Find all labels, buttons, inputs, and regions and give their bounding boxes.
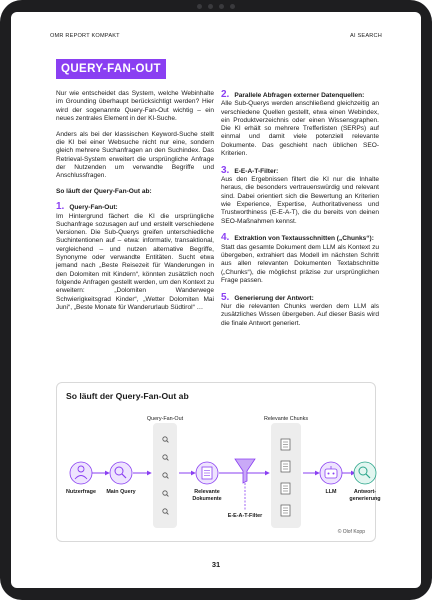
step-2-number: 2. [221, 89, 230, 100]
label-llm: LLM [325, 489, 337, 495]
fan-out-diagram [56, 382, 381, 542]
label-relevant-documents: Relevante Dokumente [192, 489, 222, 502]
step-5-body: Nur die relevanten Chunks werden dem LLM als zusätzliches Wissen übergeben. Auf dieser Basis wird die finale Antwort generiert. [221, 303, 379, 327]
label-eeat-filter: E-E-A-T-Filter [227, 513, 263, 519]
step-1-body: Im Hintergrund fächert die KI die ursprüngliche Suchanfrage sozusagen auf und erstellt verschiedene Versionen. Die Sub-Querys greifen unterschiedliche Suchintentionen auf – etwa: informativ, transaktional, vergleichend – und nutzen alternative Begriffe, Synonyme oder verwandte Entitäten. Sucht etwa jemand nach „Beste Reisezeit für Wanderungen in den Dolomiten mit Kindern“, könnten zusätzlich noch folgende Anfragen gestellt werden, um den Kontext zu erweitern: „Dolomiten Wanderwege Schwierigkeitsgrad Kinder“, „Wetter Dolomiten Mai Juni“, „Beste Monate für Wanderurlaub Südtirol“ … [56, 212, 214, 311]
step-1-title: Query-Fan-Out: [69, 204, 118, 212]
left-column [56, 90, 214, 320]
page-number: 31 [211, 560, 221, 569]
copyright: © Olof Kopp [337, 529, 365, 535]
paragraph-intro: Nur wie entscheidet das System, welche Webinhalte im Grounding überhaupt berücksichtigt werden? Hier wird der sogenannte Query-Fan-Out wichtig – ein neues zentrales Element in der KI-Suche. [56, 90, 214, 122]
user-question-icon [70, 462, 92, 484]
step-4-body: Statt das gesamte Dokument dem LLM als Kontext zu übergeben, extrahiert das Modell im nächsten Schritt aus allen relevanten Dokumenten Textabschnitte („Chunks“), die möglichst präzise zur ursprünglichen Frage passen. [221, 243, 379, 284]
step-1-heading [56, 202, 214, 212]
right-column [221, 90, 379, 335]
label-answer-generation: Antwort-generierung [349, 489, 381, 502]
step-4-number: 4. [221, 232, 230, 244]
step-3-body: Aus den Ergebnissen filtert die KI nur die Inhalte heraus, die besonders vertrauenswürdig und relevant sind. Dabei orientiert sich die Bewertung an Kriterien wie Experience, Expertise, Authoritativeness und Trustworthiness (E-E-A-T), die du bereits von deinen SEO-Maßnahmen kennst. [221, 176, 379, 225]
step-5-heading [221, 293, 379, 303]
answer-generation-icon [354, 462, 376, 484]
paragraph-keyword-search: Anders als bei der klassischen Keyword-Suche stellt die KI bei einer Websuche nicht nur eine, sondern gleich mehrere Suchanfragen an den Suchindex. Das Retrieval-System erweitert die ursprüngliche Anfrage der Nutzenden um verwandte Begriffe und Anschlussfragen. [56, 130, 214, 180]
subheading: So läuft der Query-Fan-Out ab: [56, 187, 152, 195]
page-title: QUERY-FAN-OUT [56, 59, 166, 79]
header-right: AI SEARCH [350, 33, 382, 39]
step-5-number: 5. [221, 291, 230, 303]
filter-icon [235, 459, 255, 483]
camera-dots [197, 4, 235, 9]
running-header [50, 33, 382, 39]
step-2-heading [221, 90, 379, 100]
label-main-query: Main Query [106, 489, 136, 495]
step-2-body: Alle Sub-Querys werden anschließend gleichzeitig an verschiedene Quellen gestellt, etwa einen Webindex, ein Produktverzeichnis oder einen Wissensgraphen. Die KI erhält so mehrere Trefferlisten (SERPs) auf einmal und damit viele potenziell relevante Dokumente. Das geschieht nach üblichen SEO-Kriterien. [221, 100, 379, 158]
label-query-fan-out: Query-Fan-Out [146, 416, 184, 422]
step-3-heading [221, 166, 379, 176]
step-4-heading [221, 233, 379, 243]
diagram-title: So läuft der Query-Fan-Out ab [66, 391, 189, 401]
label-user-question: Nutzerfrage [66, 489, 96, 495]
label-relevant-chunks: Relevante Chunks [263, 416, 309, 422]
step-4-title: Extraktion von Textausschnitten („Chunks“): [234, 235, 374, 243]
relevant-documents-icon [196, 462, 218, 484]
step-1-number: 1. [56, 201, 65, 213]
page [11, 12, 421, 588]
header-left: OMR REPORT KOMPAKT [50, 33, 120, 39]
step-5-title: Generierung der Antwort: [234, 294, 314, 302]
main-query-icon [110, 462, 132, 484]
llm-icon [320, 462, 342, 484]
step-2-title: Parallele Abfragen externer Datenquellen: [234, 92, 365, 99]
step-3-number: 3. [221, 164, 230, 176]
fanout-column-bg [153, 423, 177, 528]
step-3-title: E-E-A-T-Filter: [234, 167, 279, 175]
